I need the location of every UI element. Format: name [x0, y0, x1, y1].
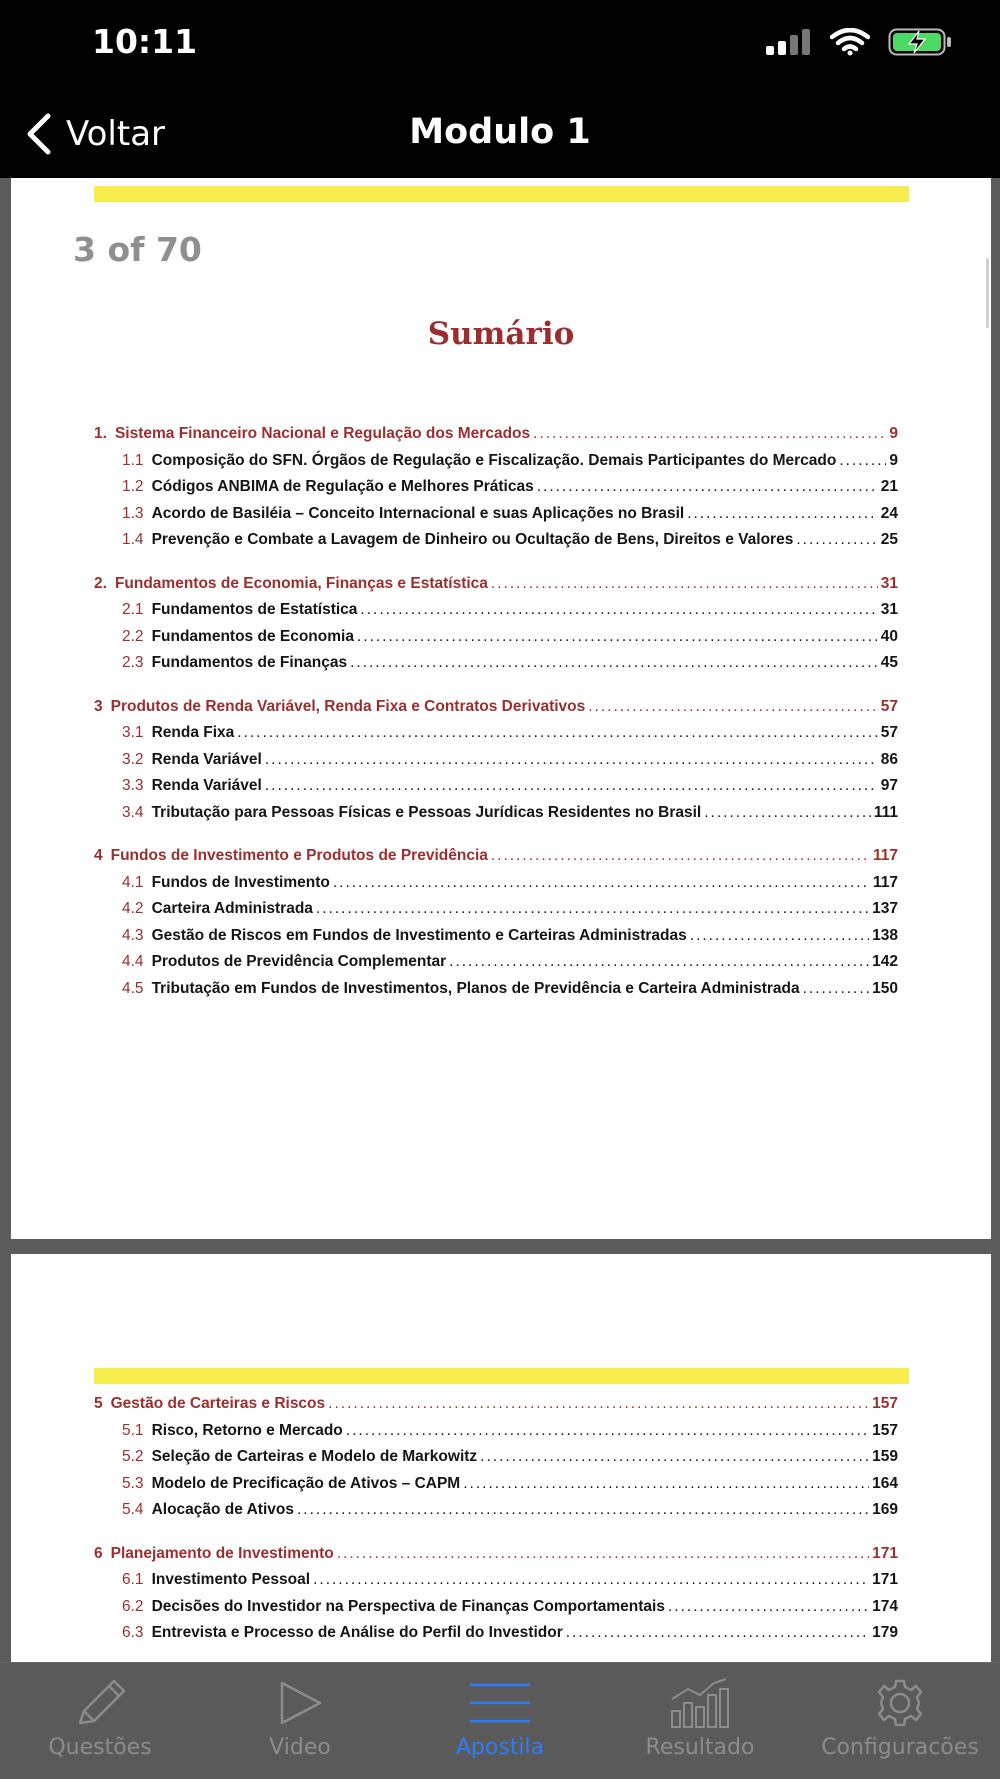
toc-leader-dots [588, 698, 878, 716]
toc-leader-dots [328, 1395, 869, 1413]
tab-resultado[interactable] [600, 1663, 800, 1779]
toc-title: Produtos de Previdência Complementar [151, 953, 447, 970]
toc-subsection-link[interactable] [94, 628, 898, 652]
toc-title: Composição do SFN. Órgãos de Regulação e Fiscalização. Demais Participantes do Mercado [151, 451, 837, 469]
toc-subsection-link[interactable] [94, 654, 898, 678]
toc-leader-dots [668, 1598, 869, 1616]
toc-title: Renda Variável [151, 777, 262, 794]
toc-title: Entrevista e Processo de Análise do Perfil do Investidor [151, 1624, 563, 1641]
toc-page-number: 111 [873, 803, 898, 821]
pencil-icon [70, 1677, 130, 1729]
toc-page-number: 174 [872, 1597, 898, 1615]
gear-icon [870, 1677, 930, 1729]
toc-page-number: 45 [880, 654, 898, 671]
toc-subsection-link[interactable] [94, 777, 898, 801]
toc-title: Renda Variável [151, 750, 262, 768]
toc-leader-dots [566, 1624, 869, 1642]
toc-page-number: 117 [872, 873, 898, 891]
toc-page-number: 21 [880, 478, 898, 495]
toc-leader-dots [337, 1545, 869, 1563]
toc-subsection-link[interactable] [94, 804, 898, 828]
toc-page-number: 171 [872, 1544, 898, 1562]
toc-page-number: 9 [889, 451, 898, 469]
toc-leader-dots [237, 724, 877, 742]
toc-title: Gestão de Carteiras e Riscos [110, 1395, 326, 1412]
toc-leader-dots [297, 1501, 869, 1519]
toc-section-link[interactable] [94, 1395, 898, 1419]
toc-number: 2.2 [122, 627, 144, 645]
toc-title: Prevenção e Combate a Lavagem de Dinheiro ou Ocultação de Bens, Direitos e Valores [151, 531, 794, 548]
toc-title: Códigos ANBIMA de Regulação e Melhores Práticas [151, 478, 534, 495]
toc-number: 1.1 [122, 451, 144, 469]
toc-page-number: 57 [880, 697, 898, 715]
toc-subsection-link[interactable] [94, 1448, 898, 1472]
tab-questoes[interactable] [0, 1663, 200, 1779]
toc-number: 5.4 [122, 1501, 144, 1518]
toc-section-link[interactable] [94, 425, 898, 449]
toc-title: Gestão de Riscos em Fundos de Investimento e Carteiras Administradas [151, 926, 687, 944]
toc-page-number: 31 [880, 601, 898, 618]
toc-subsection-link[interactable] [94, 1422, 898, 1446]
tab-configuracoes[interactable] [800, 1663, 1000, 1779]
toc-number: 2.1 [122, 601, 144, 618]
toc-section-link[interactable] [94, 575, 898, 599]
toc-subsection-link[interactable] [94, 531, 898, 555]
toc-page-number: 40 [880, 627, 898, 645]
toc-page-number: 159 [872, 1448, 898, 1465]
status-icons [766, 28, 952, 56]
toc-subsection-link[interactable] [94, 724, 898, 748]
toc-subsection-link[interactable] [94, 1475, 898, 1499]
toc-leader-dots [333, 874, 870, 892]
bar-chart-icon [668, 1677, 732, 1729]
toc-section-link[interactable] [94, 698, 898, 722]
toc-number: 1.4 [122, 531, 144, 548]
page-title: Modulo 1 [409, 112, 591, 152]
back-button-label: Voltar [66, 114, 166, 154]
toc-page-number: 117 [872, 847, 898, 864]
toc-number: 3.2 [122, 750, 144, 768]
toc-page-number: 24 [880, 504, 898, 522]
pdf-page-3 [11, 178, 991, 1239]
toc-subsection-link[interactable] [94, 1571, 898, 1595]
tab-label: Questões [48, 1735, 152, 1760]
tab-label: Resultado [645, 1735, 755, 1760]
menu-lines-icon [468, 1677, 532, 1729]
toc-number: 4.4 [122, 953, 144, 970]
tab-bar [0, 1662, 1000, 1779]
page-counter: 3 of 70 [73, 230, 202, 269]
toc-leader-dots [346, 1422, 869, 1440]
toc-subsection-link[interactable] [94, 1598, 898, 1622]
toc-number: 5.3 [122, 1474, 144, 1492]
toc-title: Risco, Retorno e Mercado [151, 1421, 343, 1439]
toc-section-link[interactable] [94, 1545, 898, 1569]
toc-page-number: 138 [872, 926, 898, 944]
toc-page-number: 171 [872, 1571, 898, 1588]
toc-title: Fundos de Investimento [151, 873, 330, 891]
toc-leader-dots [690, 927, 869, 945]
toc-subsection-link[interactable] [94, 1501, 898, 1525]
toc-title: Alocação de Ativos [151, 1501, 294, 1518]
battery-charging-icon [888, 28, 952, 56]
toc-number: 4.2 [122, 900, 144, 917]
toc-page-number: 86 [880, 750, 898, 768]
toc-leader-dots [265, 751, 878, 769]
toc-title: Seleção de Carteiras e Modelo de Markowitz [151, 1448, 478, 1465]
toc-leader-dots [704, 804, 871, 822]
toc-leader-dots [265, 777, 878, 795]
status-time: 10:11 [92, 22, 198, 61]
toc-page-number: 97 [880, 777, 898, 794]
toc-number: 1.3 [122, 504, 144, 522]
toc-number: 5.1 [122, 1421, 144, 1439]
toc-subsection-link[interactable] [94, 874, 898, 898]
toc-subsection-link[interactable] [94, 1624, 898, 1648]
toc-title: Planejamento de Investimento [110, 1544, 334, 1562]
toc-number: 6.1 [122, 1571, 144, 1588]
toc-number: 6 [94, 1544, 103, 1562]
toc-number: 4.3 [122, 926, 144, 944]
toc-leader-dots [313, 1571, 869, 1589]
toc-title: Fundamentos de Finanças [151, 654, 348, 671]
signal-icon [766, 29, 812, 55]
yellow-header-bar [94, 1368, 909, 1384]
toc-page-number: 31 [880, 574, 898, 592]
tab-label: Configuracões [821, 1735, 979, 1760]
toc-number: 5 [94, 1395, 103, 1412]
toc-page-number: 150 [872, 979, 898, 997]
toc-title: Decisões do Investidor na Perspectiva de Finanças Comportamentais [151, 1597, 665, 1615]
toc-leader-dots [449, 953, 869, 971]
toc-title: Fundamentos de Estatística [151, 601, 358, 618]
toc-subsection-link[interactable] [94, 953, 898, 977]
toc-leader-dots [839, 452, 886, 470]
pdf-viewer[interactable] [0, 178, 1000, 1662]
toc-number: 4.5 [122, 979, 144, 997]
toc-number: 2.3 [122, 654, 144, 671]
toc-title: Fundos de Investimento e Produtos de Previdência [110, 847, 488, 864]
toc-heading: Sumário [427, 316, 575, 352]
toc-subsection-link[interactable] [94, 505, 898, 529]
toc-subsection-link[interactable] [94, 478, 898, 502]
toc-number: 5.2 [122, 1448, 144, 1465]
toc-title: Renda Fixa [151, 724, 235, 741]
toc-title: Fundamentos de Economia, Finanças e Estatística [114, 574, 488, 592]
toc-page-number: 157 [872, 1421, 898, 1439]
tab-label: Video [269, 1735, 331, 1760]
toc-page-number: 9 [889, 425, 898, 442]
toc-number: 1. [94, 425, 107, 442]
toc-number: 1.2 [122, 478, 144, 495]
tab-label: Apostila [455, 1735, 545, 1760]
scroll-indicator[interactable] [986, 258, 989, 328]
toc-leader-dots [350, 654, 878, 672]
toc-page-number: 57 [880, 724, 898, 741]
toc-subsection-link[interactable] [94, 452, 898, 476]
toc-title: Carteira Administrada [151, 900, 313, 917]
navigation-bar [0, 90, 1000, 178]
toc-page-number: 179 [872, 1624, 898, 1641]
toc-number: 3.3 [122, 777, 144, 794]
toc-leader-dots [463, 1475, 869, 1493]
toc-page-number: 25 [880, 531, 898, 548]
toc-title: Acordo de Basiléia – Conceito Internacional e suas Aplicações no Brasil [151, 504, 685, 522]
toc-title: Sistema Financeiro Nacional e Regulação dos Mercados [114, 425, 531, 442]
toc-number: 3.1 [122, 724, 144, 741]
toc-leader-dots [796, 531, 877, 549]
toc-title: Tributação para Pessoas Físicas e Pessoas Jurídicas Residentes no Brasil [151, 803, 702, 821]
toc-subsection-link[interactable] [94, 900, 898, 924]
toc-page-number: 142 [872, 953, 898, 970]
tab-apostila[interactable] [400, 1663, 600, 1779]
wifi-icon [830, 28, 870, 56]
toc-leader-dots [360, 601, 877, 619]
play-icon [270, 1677, 330, 1729]
toc-number: 4 [94, 847, 103, 864]
toc-number: 4.1 [122, 873, 144, 891]
toc-number: 6.3 [122, 1624, 144, 1641]
toc-subsection-link[interactable] [94, 927, 898, 951]
toc-number: 2. [94, 574, 107, 592]
toc-leader-dots [533, 425, 886, 443]
toc-number: 3 [94, 697, 103, 715]
toc-page-number: 157 [872, 1395, 898, 1412]
toc-leader-dots [357, 628, 878, 646]
toc-title: Tributação em Fundos de Investimentos, Planos de Previdência e Carteira Administrada [151, 979, 800, 997]
toc-leader-dots [491, 847, 870, 865]
toc-leader-dots [491, 575, 878, 593]
tab-video[interactable] [200, 1663, 400, 1779]
yellow-header-bar [94, 186, 909, 202]
toc-page-number: 169 [872, 1501, 898, 1518]
toc-number: 3.4 [122, 803, 144, 821]
toc-leader-dots [803, 980, 870, 998]
toc-title: Fundamentos de Economia [151, 627, 354, 645]
toc-subsection-link[interactable] [94, 601, 898, 625]
toc-title: Produtos de Renda Variável, Renda Fixa e Contratos Derivativos [110, 697, 586, 715]
toc-leader-dots [316, 900, 869, 918]
toc-page-number: 137 [872, 900, 898, 917]
toc-leader-dots [687, 505, 878, 523]
toc-number: 6.2 [122, 1597, 144, 1615]
toc-subsection-link[interactable] [94, 980, 898, 1004]
toc-leader-dots [480, 1448, 869, 1466]
toc-subsection-link[interactable] [94, 751, 898, 775]
toc-page-number: 164 [872, 1474, 898, 1492]
pdf-page-4 [11, 1254, 991, 1662]
toc-leader-dots [537, 478, 878, 496]
toc-title: Modelo de Precificação de Ativos – CAPM [151, 1474, 461, 1492]
toc-section-link[interactable] [94, 847, 898, 871]
status-bar [0, 0, 1000, 90]
toc-title: Investimento Pessoal [151, 1571, 311, 1588]
